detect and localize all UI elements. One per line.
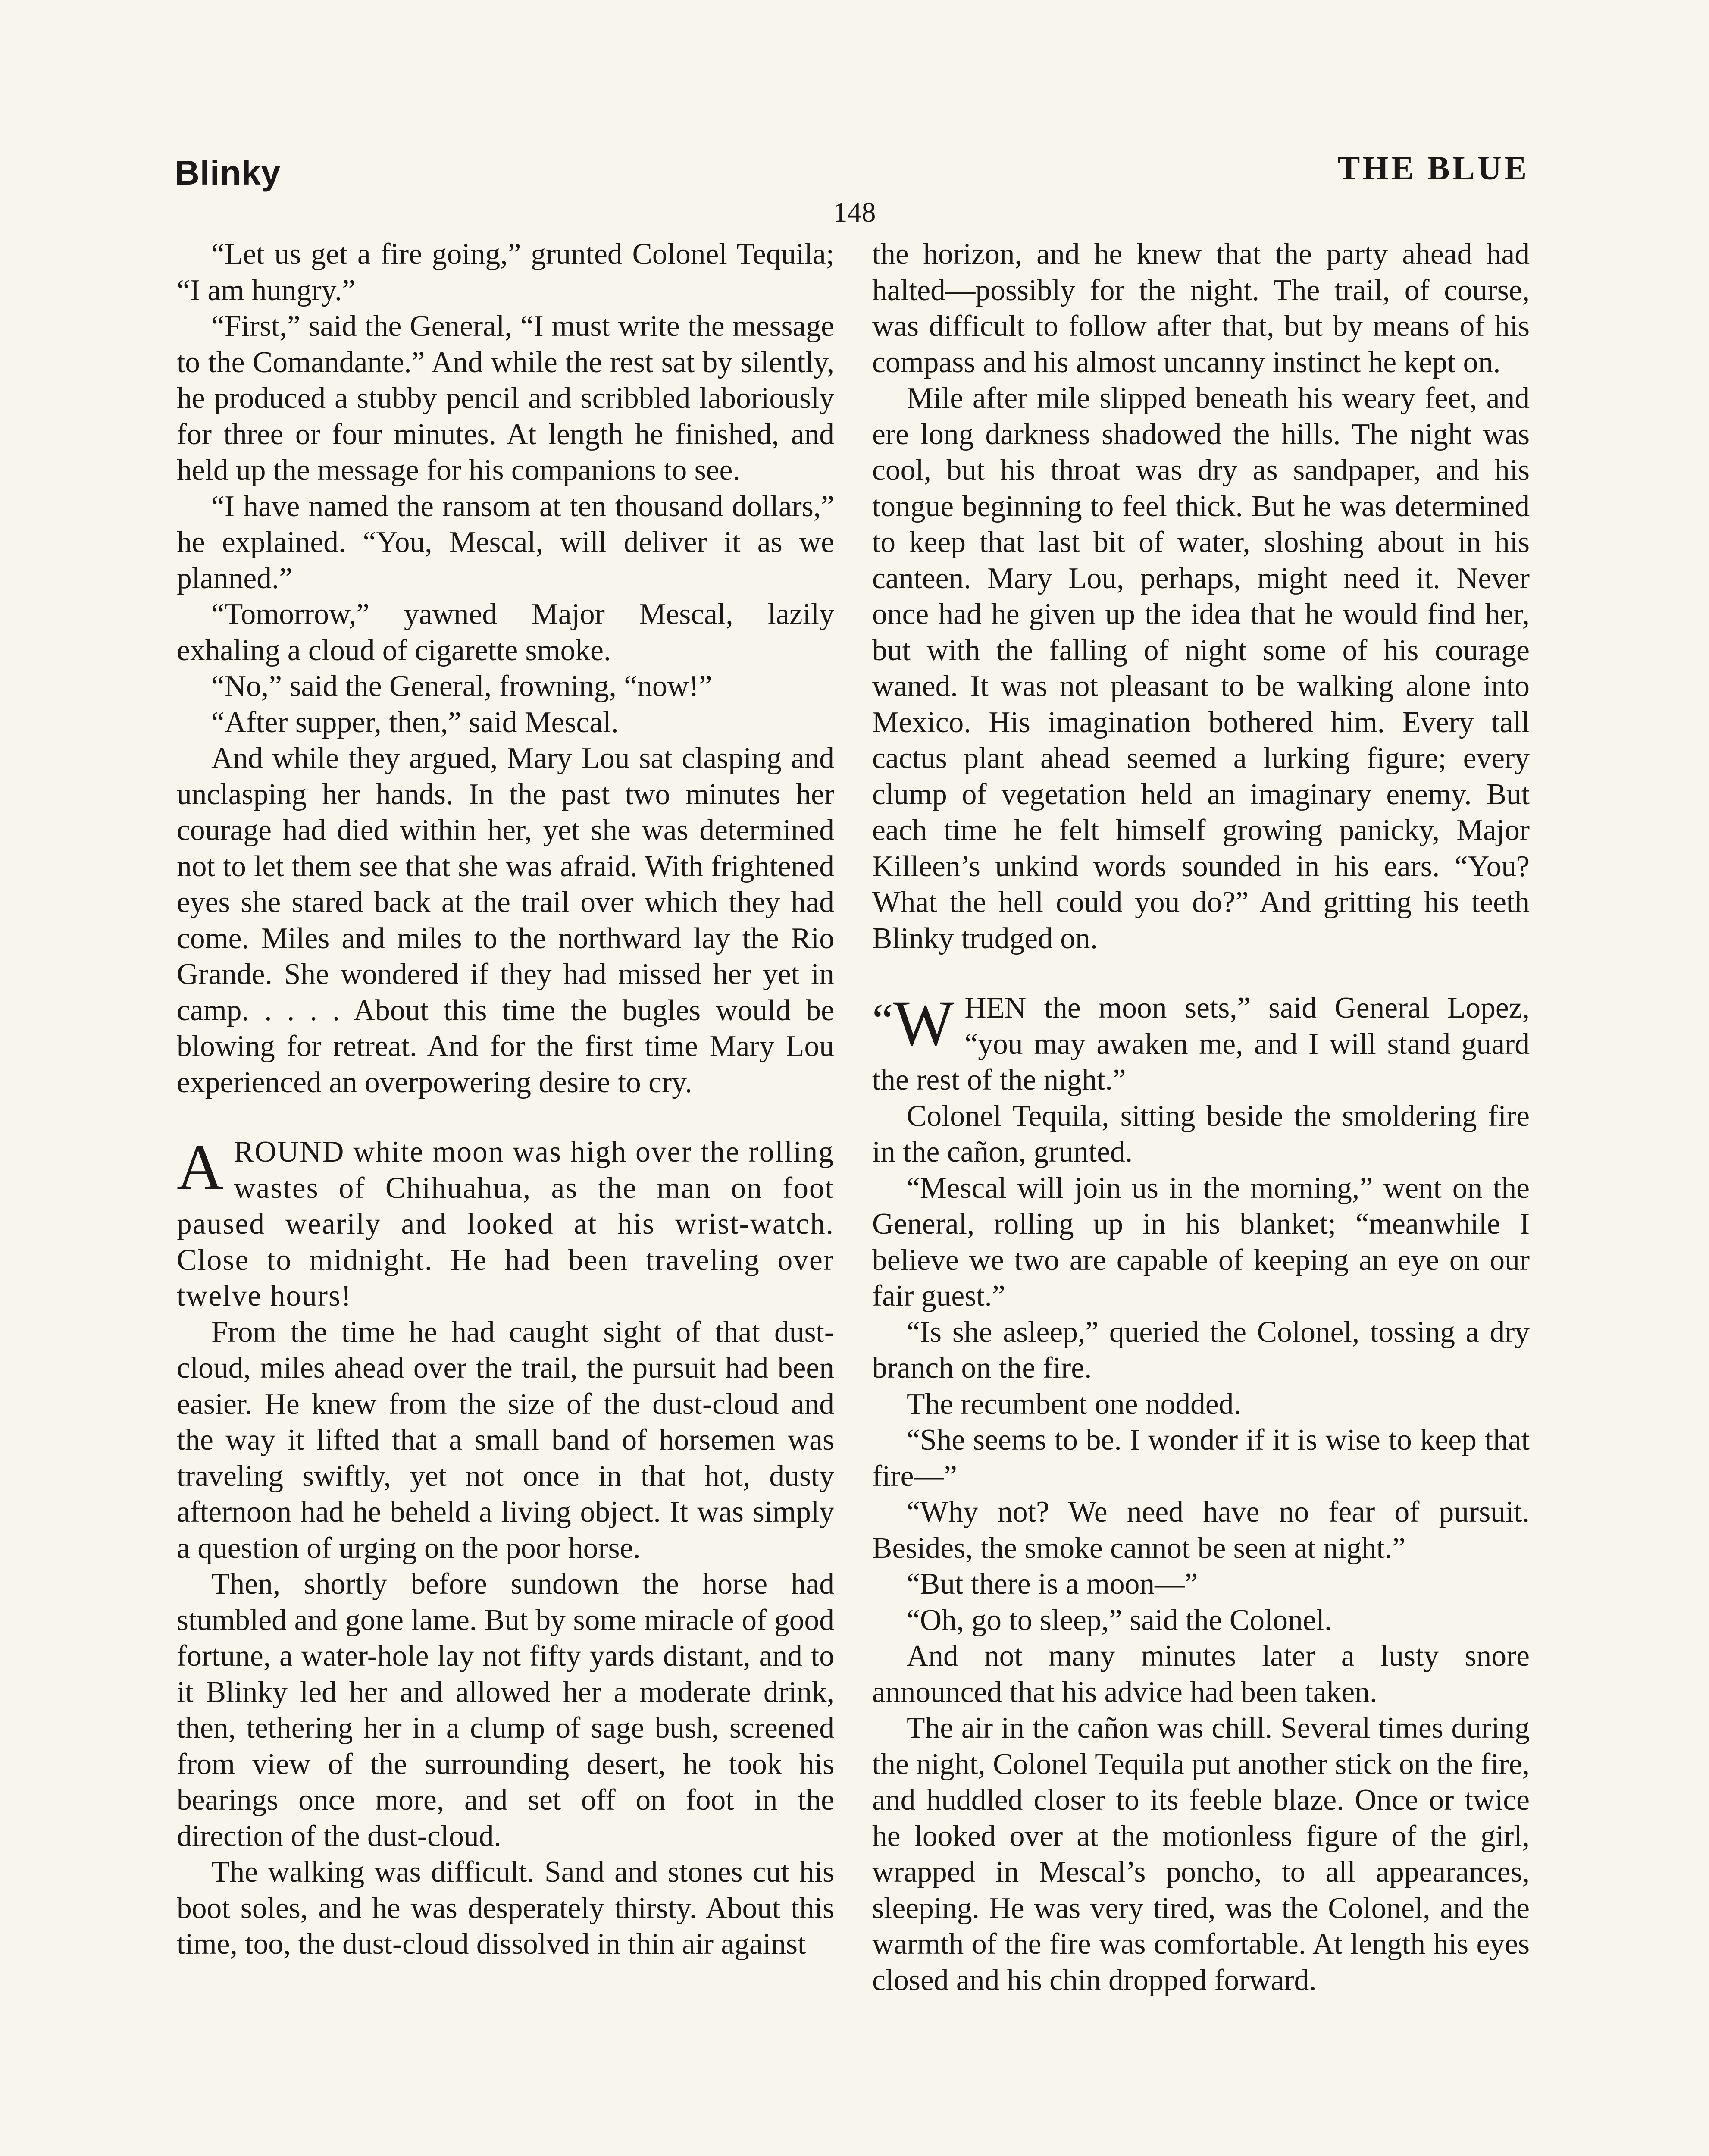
paragraph: The recumbent one nodded. bbox=[907, 1387, 1241, 1421]
paragraph: And not many minutes later a lusty snore announced that his advice had been taken. bbox=[872, 1639, 1530, 1709]
section-opening-paragraph bbox=[177, 1131, 834, 1314]
section-opening-paragraph bbox=[872, 987, 1530, 1098]
left-column bbox=[177, 236, 834, 1962]
paragraph: “Is she asleep,” queried the Colonel, tossing a dry branch on the fire. bbox=[872, 1315, 1530, 1385]
paragraph-continuation: the horizon, and he knew that the party ahead had halted—possibly for the night. The trail, of course, was difficult to follow after that, but by means of his compass and his almost uncanny instinct he kept on. bbox=[872, 238, 1530, 379]
paragraph: “Tomorrow,” yawned Major Mescal, lazily exhaling a cloud of cigarette smoke. bbox=[177, 598, 834, 667]
paragraph-text: ROUND white moon was high over the rolling wastes of Chihuahua, as the man on foot paused wearily and looked at his wrist-watch. Close to midnight. He had been traveling over twelve hours! bbox=[177, 1135, 834, 1313]
paragraph: “After supper, then,” said Mescal. bbox=[211, 705, 619, 739]
paragraph: “I have named the ransom at ten thousand dollars,” he explained. “You, Mescal, will deliver it as we planned.” bbox=[177, 489, 834, 595]
paragraph: From the time he had caught sight of that dust-cloud, miles ahead over the trail, the pursuit had been easier. He knew from the size of the dust-cloud and the way it lifted that a small band of horsemen was traveling swiftly, yet not once in that hot, dusty afternoon had he beheld a living object. It was simply a question of urging on the poor horse. bbox=[177, 1315, 834, 1565]
paragraph: Then, shortly before sundown the horse had stumbled and gone lame. But by some miracle of good fortune, a water-hole lay not fifty yards distant, and to it Blinky led her and allowed her a moderate drink, then, tethering her in a clump of sage bush, screened from view of the surrounding desert, he took his bearings once more, and set off on foot in the direction of the dust-cloud. bbox=[177, 1567, 834, 1853]
paragraph-text: HEN the moon sets,” said General Lopez, “you may awaken me, and I will stand guard the rest of the night.” bbox=[872, 991, 1530, 1097]
paragraph: “Let us get a fire going,” grunted Colonel Tequila; “I am hungry.” bbox=[177, 238, 834, 307]
paragraph: Colonel Tequila, sitting beside the smoldering fire in the cañon, grunted. bbox=[872, 1099, 1530, 1169]
paragraph: Mile after mile slipped beneath his weary feet, and ere long darkness shadowed the hills. The night was cool, but his throat was dry as sandpaper, and his tongue beginning to feel thick. But he was determined to keep that last bit of water, sloshing about in his canteen. Mary Lou, perhaps, might need it. Never once had he given up the idea that he would find her, but with the falling of night some of his courage waned. It was not pleasant to be walking alone into Mexico. His imagination bothered him. Every tall cactus plant ahead seemed a lurking figure; every clump of vegetation held an imaginary enemy. But each time he felt himself growing panicky, Major Killeen’s unkind words sounded in his ears. “You? What the hell could you do?” And gritting his teeth Blinky trudged on. bbox=[872, 382, 1530, 955]
paragraph: “But there is a moon—” bbox=[907, 1567, 1198, 1601]
paragraph: The air in the cañon was chill. Several times during the night, Colonel Tequila put another stick on the fire, and huddled closer to its feeble blaze. Once or twice he looked over at the motionless figure of the girl, wrapped in Mescal’s poncho, to all appearances, sleeping. He was very tired, was the Colonel, and the warmth of the fire was comfortable. At length his eyes closed and his chin dropped forward. bbox=[872, 1711, 1530, 1997]
section-break bbox=[872, 956, 1530, 990]
paragraph: “Oh, go to sleep,” said the Colonel. bbox=[907, 1603, 1332, 1637]
paragraph: “No,” said the General, frowning, “now!” bbox=[211, 670, 712, 703]
story-title: Blinky bbox=[175, 154, 281, 192]
section-break bbox=[177, 1100, 834, 1134]
paragraph-text: “First,” said the General, “I must write the message to the Comandante.” And while the rest sat by silently, he produced a stubby pencil and scribbled laboriously for three or four minutes. At length he finished, and held up the message for his companions to see. bbox=[177, 310, 834, 487]
paragraph: “Mescal will join us in the morning,” went on the General, rolling up in his blanket; “meanwhile I believe we two are capable of keeping an eye on our fair guest.” bbox=[872, 1171, 1530, 1313]
drop-cap: A bbox=[177, 1131, 224, 1203]
opening-quote-mark: “ bbox=[872, 994, 893, 1047]
paragraph: And while they argued, Mary Lou sat clasping and unclasping her hands. In the past two minutes her courage had died within her, yet she was determined not to let them see that she was afraid. With frightened eyes she stared back at the trail over which they had come. Miles and miles to the northward lay the Rio Grande. She wondered if they had missed her yet in camp. . . . . About this time the bugles would be blowing for retreat. And for the first time Mary Lou experienced an overpowering desire to cry. bbox=[177, 742, 834, 1099]
paragraph: “Why not? We need have no fear of pursuit. Besides, the smoke cannot be seen at night.” bbox=[872, 1495, 1530, 1565]
paragraph bbox=[177, 308, 834, 489]
page-number: 148 bbox=[833, 197, 876, 228]
right-column bbox=[872, 236, 1530, 1998]
drop-cap: W bbox=[893, 987, 955, 1059]
magazine-title: THE BLUE bbox=[1337, 149, 1529, 187]
paragraph: “She seems to be. I wonder if it is wise to keep that fire—” bbox=[872, 1423, 1530, 1493]
paragraph: The walking was difficult. Sand and stones cut his boot soles, and he was desperately thirsty. About this time, too, the dust-cloud dissolved in thin air against bbox=[177, 1855, 834, 1961]
